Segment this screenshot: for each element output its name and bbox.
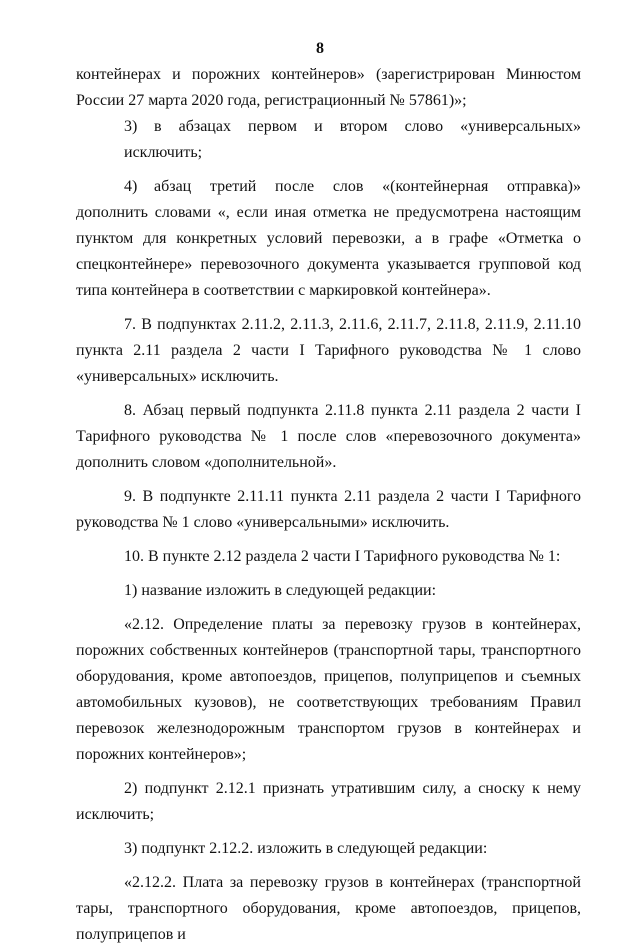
- quoted-text-2-12-2: «2.12.2. Плата за перевозку грузов в контейнерах (транспортной тары, транспортного оборудования, кроме автопоездов, прицепов, полуприцепов и: [76, 874, 581, 943]
- list-number: 4): [124, 178, 138, 195]
- subitem-1: 1) название изложить в следующей редакции:: [124, 582, 437, 599]
- paragraph-item-10: 10. В пункте 2.12 раздела 2 части I Тарифного руководства № 1:: [124, 548, 561, 565]
- subitem-3: 3) подпункт 2.12.2. изложить в следующей редакции:: [124, 840, 488, 857]
- list-item-text: абзац третий после слов «(контейнерная отправка)» дополнить словами «, если иная отметка не предусмотрена настоящим пунктом для конкретных условий перевозки, а в графе «Отметка о спецконтейнере» перевозочного документа указывается групповой код типа контейнера в соответствии с маркировкой контейнера».: [76, 178, 581, 299]
- list-item-text: в абзацах первом и втором слово «универсальных» исключить;: [124, 118, 581, 161]
- list-item-3: [76, 114, 581, 166]
- paragraph-item-7: 7. В подпунктах 2.11.2, 2.11.3, 2.11.6, 2.11.7, 2.11.8, 2.11.9, 2.11.10 пункта 2.11 раздела 2 части I Тарифного руководства № 1 слово «универсальных» исключить.: [76, 316, 581, 385]
- document-body: [76, 62, 581, 948]
- list-number: 3): [124, 118, 138, 135]
- subitem-2: 2) подпункт 2.12.1 признать утратившим силу, а сноску к нему исключить;: [76, 780, 581, 823]
- list-item-4: [76, 174, 581, 304]
- paragraph-item-9: 9. В подпункте 2.11.11 пункта 2.11 раздела 2 части I Тарифного руководства № 1 слово «универсальными» исключить.: [76, 488, 581, 531]
- paragraph-continuation: контейнерах и порожних контейнеров» (зарегистрирован Минюстом России 27 марта 2020 года, регистрационный № 57861)»;: [76, 66, 581, 109]
- page-number: 8: [316, 40, 324, 57]
- quoted-text-2-12: «2.12. Определение платы за перевозку грузов в контейнерах, порожних собственных контейнеров (транспортной тары, транспортного оборудования, кроме автопоездов, прицепов, полуприцепов и съемных автомобильных кузовов), не соответствующих требованиям Правил перевозок железнодорожным транспортом грузов в контейнерах и порожних контейнеров»;: [76, 616, 581, 763]
- paragraph-item-8: 8. Абзац первый подпункта 2.11.8 пункта 2.11 раздела 2 части I Тарифного руководства № 1 после слов «перевозочного документа» дополнить словом «дополнительной».: [76, 402, 581, 471]
